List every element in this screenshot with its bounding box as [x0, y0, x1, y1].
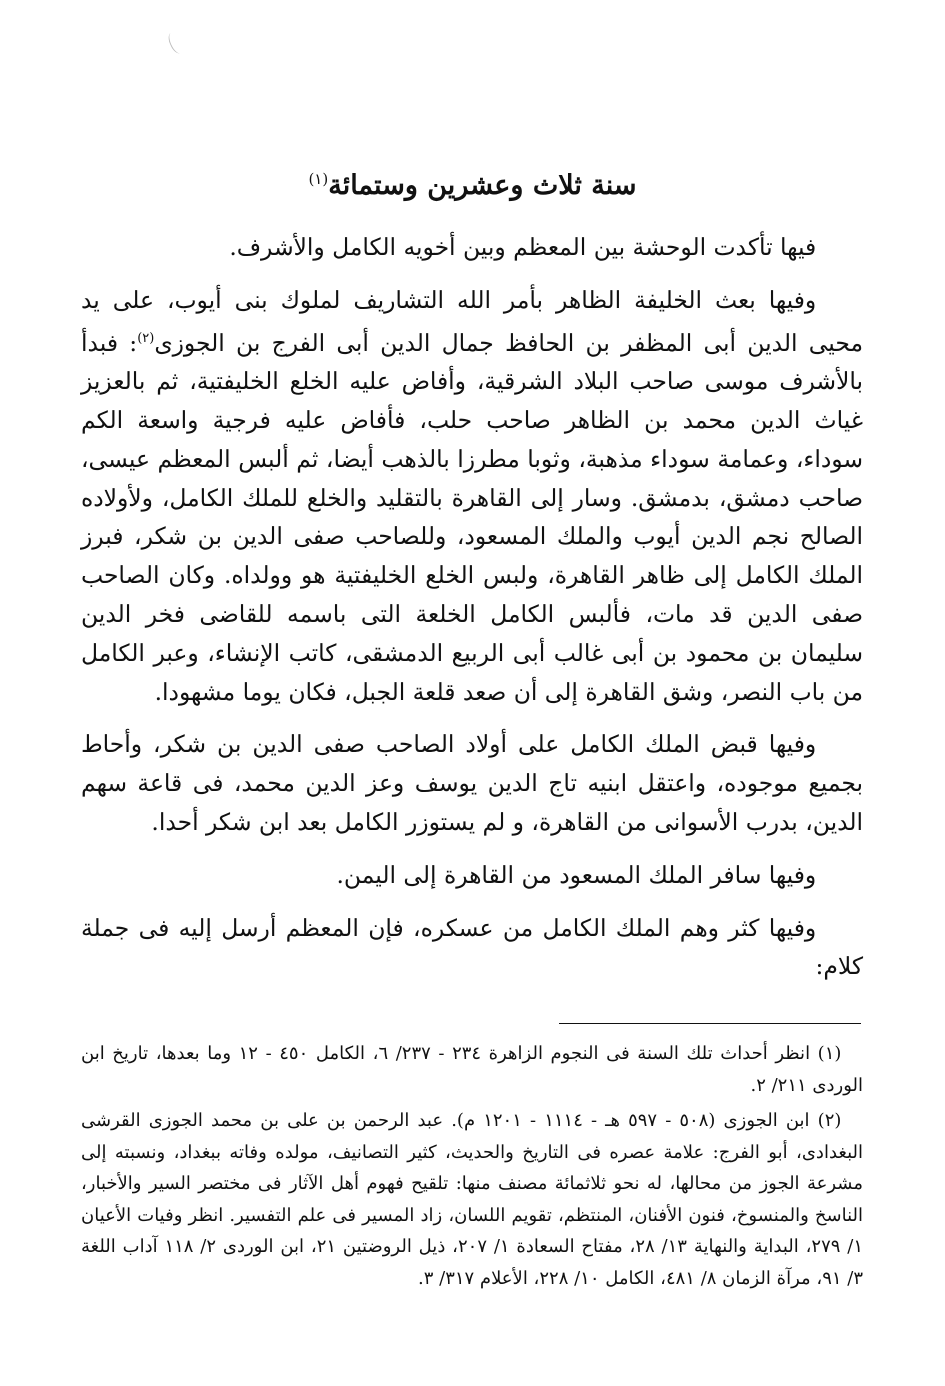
footnote-text: (١) انظر أحداث تلك السنة فى النجوم الزاهرة ٢٣٤ - ٢٣٧/ ٦، الكامل ٤٥٠ - ١٢ وما بعدها، تاريخ ابن الوردى ٢١١/ ٢.: [81, 1043, 863, 1096]
footnote-divider: [559, 1023, 861, 1024]
footnote-ref[interactable]: (٢): [137, 330, 155, 346]
paragraph: [81, 856, 863, 895]
paragraph: [81, 228, 863, 267]
paragraph-text: وفيها سافر الملك المسعود من القاهرة إلى اليمن.: [336, 860, 817, 889]
footnote: [81, 1038, 863, 1101]
footnote-text: (٢) ابن الجوزى (٥٠٨ - ٥٩٧ هـ - ١١١٤ - ١٢٠١ م). عبد الرحمن بن على بن محمد الجوزى القرشى البغدادى، أبو الفرج: علامة عصره فى التاريخ والحديث، كثير التصانيف، مولده وفاته ببغداد، ونسبته إلى مشرعة الجوز من محالها، له نحو ثلاثمائة مصنف منها: تلقيح فهوم أهل الآثار فى مختصر السير والأخبار، الناسخ والمنسوخ، فنون الأفنان، المنتظم، تقويم اللسان، زاد المسير فى علم التفسير. انظر وفيات الأعيان ١/ ٢٧٩، البداية والنهاية ١٣/ ٢٨، مفتاح السعادة ١/ ٢٠٧، ذيل الروضتين ٢١، ابن الوردى ٢/ ١١٨ آداب اللغة ٣/ ٩١، مرآة الزمان ٨/ ٤٨١، الكامل ١٠/ ٢٢٨، الأعلام ٣١٧/ ٣.: [81, 1110, 864, 1289]
paragraph: [81, 281, 863, 712]
scan-mark: [166, 31, 185, 56]
paragraph: [81, 725, 863, 841]
main-text: [81, 228, 863, 1000]
heading-title: سنة ثلاث وعشرين وستمائة: [328, 170, 637, 201]
paragraph-text: وفيها كثر وهم الملك الكامل من عسكره، فإن المعظم أرسل إليه فى جملة كلام:: [81, 913, 863, 981]
paragraph: [81, 909, 863, 987]
paragraph-text: فيها تأكدت الوحشة بين المعظم وبين أخويه الكامل والأشرف.: [229, 233, 817, 261]
paragraph-text: وفيها بعث الخليفة الظاهر بأمر الله التشاريف لملوك بنى أيوب، على يد محيى الدين أبى المظفر بن الحافظ جمال الدين أبى الفرج بن الجوزى: [81, 285, 863, 357]
footnotes: [81, 1038, 863, 1298]
heading-footnote-ref[interactable]: (١): [308, 170, 329, 188]
footnote: [81, 1105, 863, 1294]
year-heading: [100, 170, 845, 201]
paragraph-text-continued: : فبدأ بالأشرف موسى صاحب البلاد الشرقية، وأفاض عليه الخلع الخليفتية، ثم بالعزيز غياث الدين محمد بن الظاهر صاحب حلب، فأفاض عليه فرجية واسعة الكم سوداء، وعمامة سوداء مذهبة، وثوبا مطرزا بالذهب أيضا، ثم ألبس المعظم عيسى، صاحب دمشق، بدمشق. وسار إلى القاهرة بالتقليد والخلع للملك الكامل، ولأولاده الصالح نجم الدين أيوب والملك المسعود، وللصاحب صفى الدين بن شكر، فبرز الملك الكامل إلى ظاهر القاهرة، ولبس الخلع الخليفتية هو وولداه. وكان الصاحب صفى الدين قد مات، فألبس الكامل الخلعة التى باسمه للقاضى فخر الدين سليمان بن محمود بن أبى غالب أبى الربيع الدمشقى، كاتب الإنشاء، وعبر الكامل من باب النصر، وشق القاهرة إلى أن صعد قلعة الجبل، فكان يوما مشهودا.: [81, 328, 863, 706]
paragraph-text: وفيها قبض الملك الكامل على أولاد الصاحب صفى الدين بن شكر، وأحاط بجميع موجوده، واعتقل ابنيه تاج الدين يوسف وعز الدين محمد، فى قاعة سهم الدين، بدرب الأسوانى من القاهرة، و لم يستوزر الكامل بعد ابن شكر أحدا.: [81, 730, 863, 836]
